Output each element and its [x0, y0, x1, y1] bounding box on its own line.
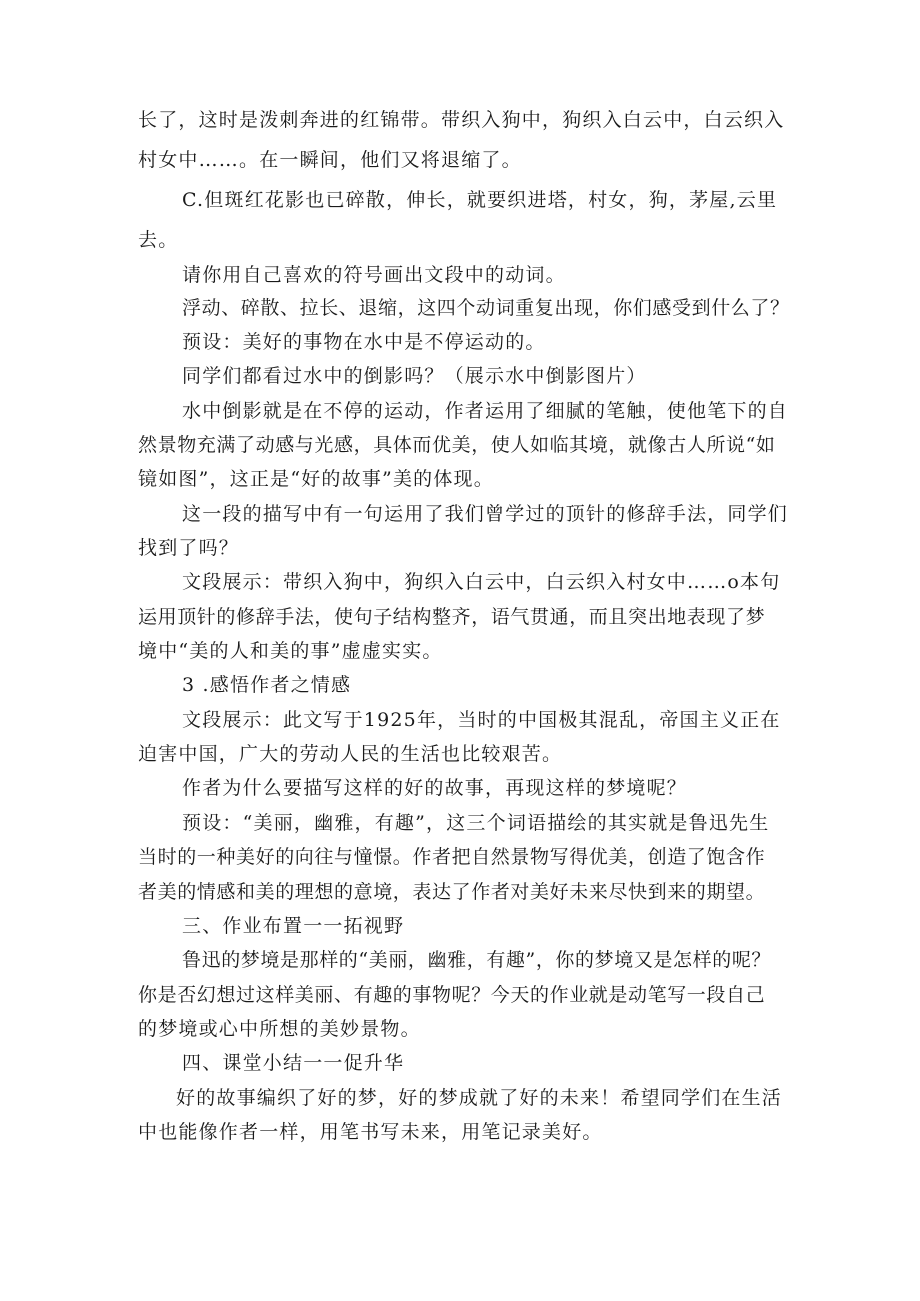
paragraph-line: 中也能像作者一样，用笔书写未来，用笔记录美好。: [138, 1121, 603, 1143]
question-line: 作者为什么要描写这样的好的故事，再现这样的梦境呢？: [182, 777, 688, 799]
question-line: 同学们都看过水中的倒影吗？（展示水中倒影图片）: [182, 365, 647, 387]
paragraph-line: 者美的情感和美的理想的意境，表达了作者对美好未来尽快到来的期望。: [138, 881, 766, 903]
passage-display-line: 文段展示：此文写于1925年，当时的中国极其混乱，帝国主义正在: [182, 709, 781, 731]
preset-answer-line: 预设：美好的事物在水中是不停运动的。: [182, 331, 546, 353]
paragraph-line: 你是否幻想过这样美丽、有趣的事物呢？今天的作业就是动笔写一段自己: [138, 984, 766, 1006]
instruction-line: 请你用自己喜欢的符号画出文段中的动词。: [182, 264, 566, 286]
question-line: 这一段的描写中有一句运用了我们曾学过的顶针的修辞手法，同学们: [182, 503, 789, 525]
paragraph-line: 的梦境或心中所想的美妙景物。: [138, 1018, 421, 1040]
paragraph-line: 长了，这时是泼刺奔进的红锦带。带织入狗中，狗织入白云中，白云织入: [138, 109, 785, 131]
paragraph-line: 镜如图”，这正是“好的故事”美的体现。: [138, 468, 494, 490]
paragraph-line: 鲁迅的梦境是那样的“美丽，幽雅，有趣”，你的梦境又是怎样的呢？: [182, 949, 772, 971]
paragraph-line: 然景物充满了动感与光感，具体而优美，使人如临其境，就像古人所说“如: [138, 434, 776, 456]
option-c-line: C.但斑红花影也已碎散，伸长，就要织进塔，村女，狗，茅屋,云里: [182, 189, 778, 211]
paragraph-line: 找到了吗？: [138, 537, 240, 559]
paragraph-line: 运用顶针的修辞手法，使句子结构整齐，语气贯通，而且突出地表现了梦: [138, 606, 766, 628]
preset-answer-line: 预设：“美丽，幽雅，有趣”，这三个词语描绘的其实就是鲁迅先生: [182, 812, 770, 834]
paragraph-line: 好的故事编织了好的梦，好的梦成就了好的未来！希望同学们在生活: [176, 1087, 783, 1109]
question-line: 浮动、碎散、拉长、退缩，这四个动词重复出现，你们感受到什么了？: [182, 297, 790, 319]
section-heading: 三、作业布置一一拓视野: [182, 915, 405, 937]
paragraph-line: 村女中……。在一瞬间，他们又将退缩了。: [138, 149, 522, 171]
section-heading: 3 .感悟作者之情感: [182, 674, 352, 696]
paragraph-line: 水中倒影就是在不停的运动，作者运用了细腻的笔触，使他笔下的自: [182, 400, 789, 422]
paragraph-line: 迫害中国，广大的劳动人民的生活也比较艰苦。: [138, 743, 563, 765]
section-heading: 四、课堂小结一一促升华: [182, 1052, 405, 1074]
paragraph-line: 当时的一种美好的向往与憧憬。作者把自然景物写得优美，创造了饱含作: [138, 846, 766, 868]
passage-display-line: 文段展示：带织入狗中，狗织入白云中，白云织入村女中……o本句: [182, 571, 781, 593]
paragraph-line: 境中“美的人和美的事”虚虚实实。: [138, 640, 443, 662]
paragraph-line: 去。: [138, 229, 179, 251]
